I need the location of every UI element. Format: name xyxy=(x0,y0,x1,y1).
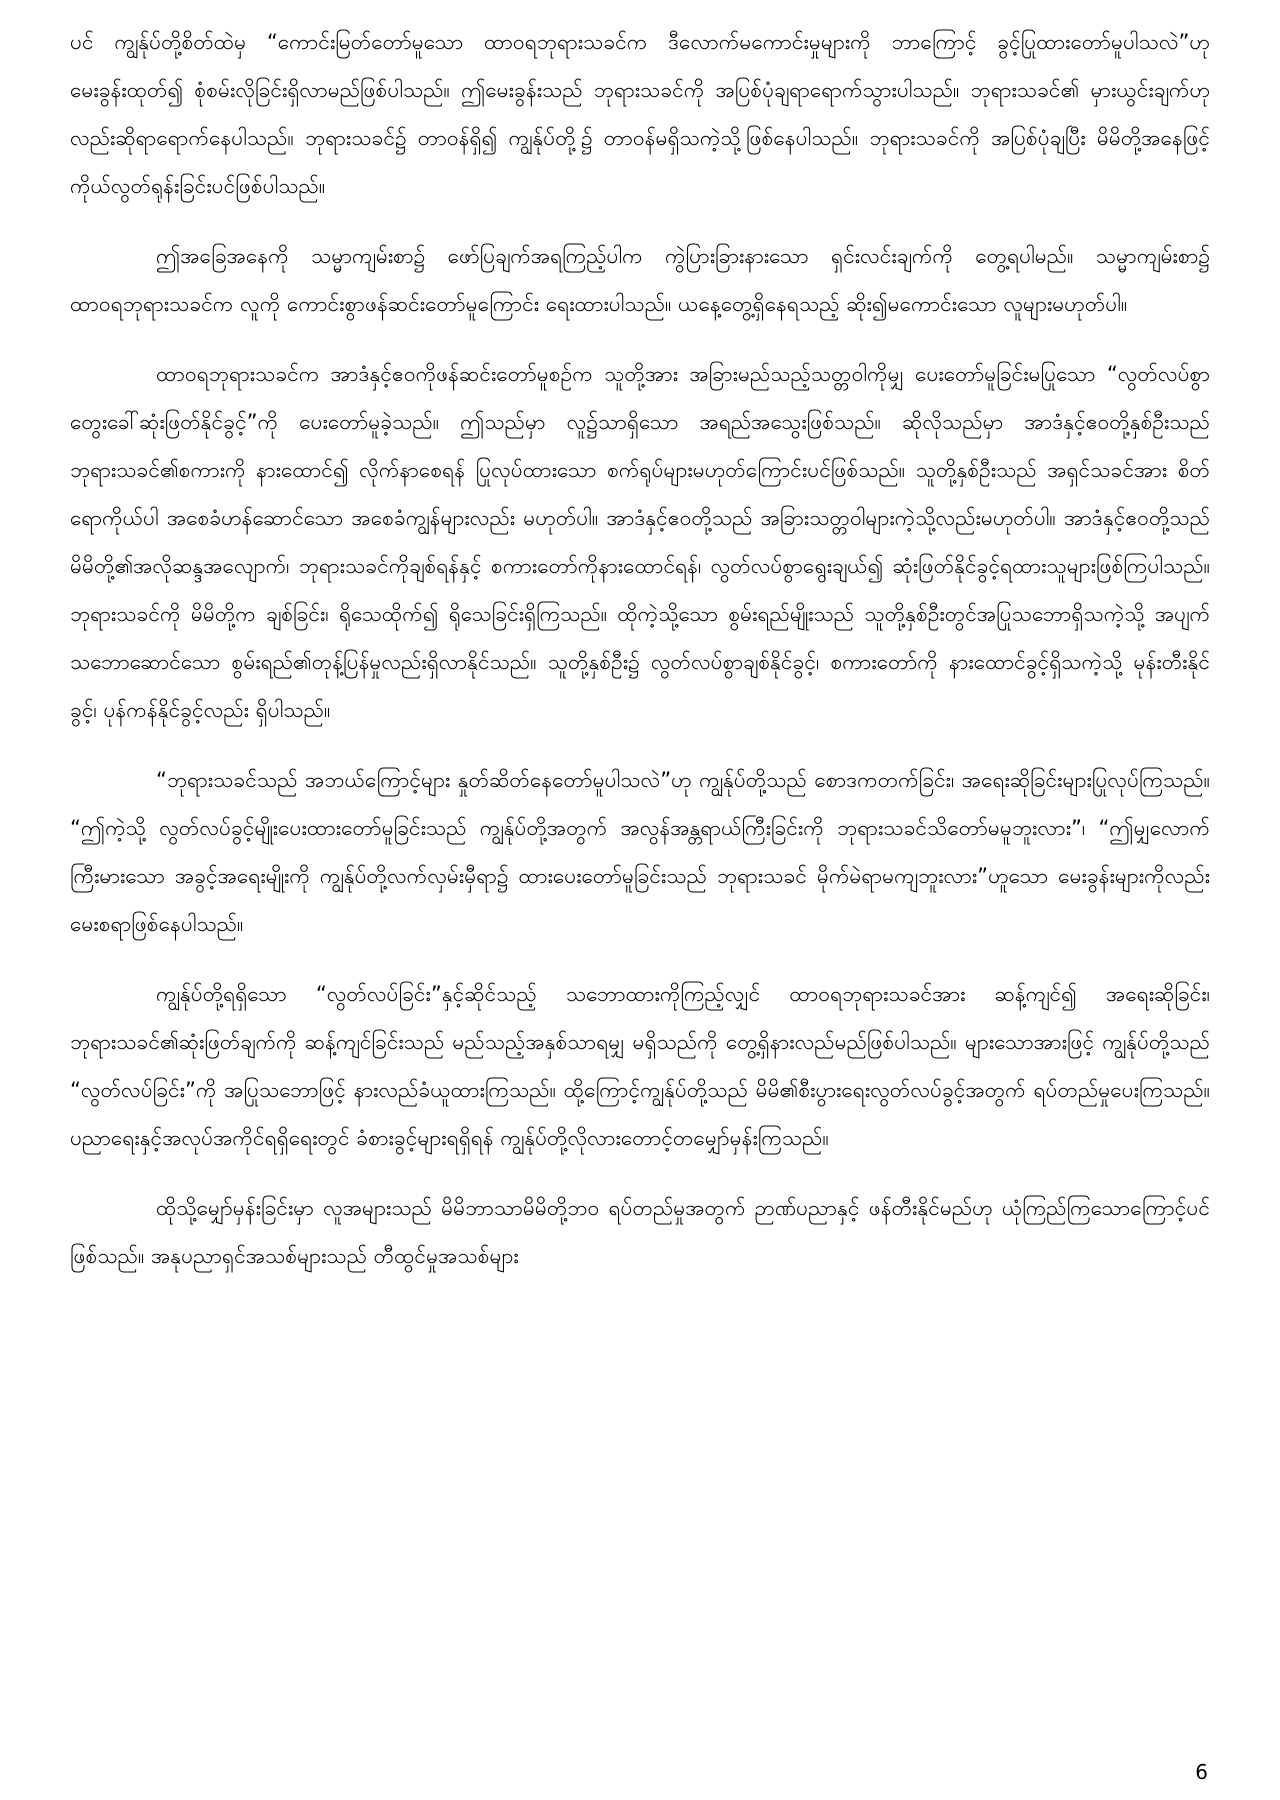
document-body xyxy=(70,18,1210,1302)
paragraph-3: ထာဝရဘုရားသခင်က အာဒံနှင့်ဧဝကိုဖန်ဆင်းတော်မူစဉ်က သူတို့အား အခြားမည်သည့်သတ္တဝါကိုမျှ ပေးတော်မူခြင်းမပြုသော “လွတ်လပ်စွာ တွေးခေါ်ဆုံးဖြတ်နိုင်ခွင့်”ကို ပေးတော်မူခဲ့သည်။ ဤသည်မှာ လူ၌သာရှိသော အရည်အသွေးဖြစ်သည်။ ဆိုလိုသည်မှာ အာဒံနှင့်ဧဝတို့နှစ်ဦးသည် ဘုရားသခင်၏စကားကို နားထောင်၍ လိုက်နာစေရန် ပြုလုပ်ထားသော စက်ရုပ်များမဟုတ်ကြောင်းပင်ဖြစ်သည်။ သူတို့နှစ်ဦးသည် အရှင်သခင်အား စိတ်ရောကိုယ်ပါ အစေခံဟန်ဆောင်သော အစေခံကျွန်များလည်း မဟုတ်ပါ။ အာဒံနှင့်ဧဝတို့သည် အခြားသတ္တဝါများကဲ့သို့လည်းမဟုတ်ပါ။ အာဒံနှင့်ဧဝတို့သည် မိမိတို့၏အလိုဆန္ဒအလျောက်၊ ဘုရားသခင်ကိုချစ်ရန်နှင့် စကားတော်ကိုနားထောင်ရန်၊ လွတ်လပ်စွာရွေးချယ်၍ ဆုံးဖြတ်နိုင်ခွင့်ရထားသူများဖြစ်ကြပါသည်။ ဘုရားသခင်ကို မိမိတို့က ချစ်ခြင်း၊ ရိုသေထိုက်၍ ရိုသေခြင်းရှိကြသည်။ ထိုကဲ့သို့သော စွမ်းရည်မျိုးသည် သူတို့နှစ်ဦးတွင်အပြုသဘောရှိသကဲ့သို့ အပျက်သဘောဆောင်သော စွမ်းရည်၏တုန့်ပြန်မှုလည်းရှိလာနိုင်သည်။ သူတို့နှစ်ဦး၌ လွတ်လပ်စွာချစ်နိုင်ခွင့်၊ စကားတော်ကို နားထောင်ခွင့်ရှိသကဲ့သို့ မုန်းတီးနိုင်ခွင့်၊ ပုန်ကန်နိုင်ခွင့်လည်း ရှိပါသည်။ xyxy=(70,362,1210,722)
paragraph-5: ကျွန်ုပ်တို့ရရှိသော “လွတ်လပ်ခြင်း”နှင့်ဆိုင်သည့် သဘောထားကိုကြည့်လျှင် ထာဝရဘုရားသခင်အား ဆန့်ကျင်၍ အရေးဆိုခြင်း၊ ဘုရားသခင်၏ဆုံးဖြတ်ချက်ကို ဆန့်ကျင်ခြင်းသည် မည်သည့်အနှစ်သာရမျှ မရှိသည်ကို တွေ့ရှိနားလည်မည်ဖြစ်ပါသည်။ များသောအားဖြင့် ကျွန်ုပ်တို့သည် “လွတ်လပ်ခြင်း”ကို အပြုသဘောဖြင့် နားလည်ခံယူထားကြသည်။ ထို့ကြောင့်ကျွန်ုပ်တို့သည် မိမိ၏စီးပွားရေးလွတ်လပ်ခွင့်အတွက် ရပ်တည်မှုပေးကြသည်။ ပညာရေးနှင့်အလုပ်အကိုင်ရရှိရေးတွင် ခံစားခွင့်များရရှိရန် ကျွန်ုပ်တို့လိုလားတောင့်တမျှော်မှန်းကြသည်။ xyxy=(70,982,1210,1150)
paragraph-4: “ဘုရားသခင်သည် အဘယ်ကြောင့်များ နှုတ်ဆိတ်နေတော်မူပါသလဲ”ဟု ကျွန်ုပ်တို့သည် စောဒကတက်ခြင်း၊ အရေးဆိုခြင်းများပြုလုပ်ကြသည်။ “ဤကဲ့သို့ လွတ်လပ်ခွင့်မျိုးပေးထားတော်မူခြင်းသည် ကျွန်ုပ်တို့အတွက် အလွန်အန္တရာယ်ကြီးခြင်းကို ဘုရားသခင်သိတော်မမူဘူးလား”၊ “ဤမျှလောက် ကြီးမားသော အခွင့်အရေးမျိုးကို ကျွန်ုပ်တို့လက်လှမ်းမှီရာ၌ ထားပေးတော်မူခြင်းသည် ဘုရားသခင် မိုက်မဲရာမကျဘူးလား”ဟူသော မေးခွန်းများကိုလည်း မေးစရာဖြစ်နေပါသည်။ xyxy=(70,768,1210,936)
paragraph-6: ထိုသို့မျှော်မှန်းခြင်းမှာ လူအများသည် မိမိဘာသာမိမိတို့ဘဝ ရပ်တည်မှုအတွက် ဉာဏ်ပညာနှင့် ဖန်တီးနိုင်မည်ဟု ယုံကြည်ကြသောကြောင့်ပင်ဖြစ်သည်။ အနုပညာရှင်အသစ်များသည် တီထွင်မှုအသစ်များ xyxy=(70,1196,1210,1268)
paragraph-2: ဤအခြေအနေကို သမ္မာကျမ်းစာ၌ ဖော်ပြချက်အရကြည့်ပါက ကွဲပြားခြားနားသော ရှင်းလင်းချက်ကို တွေ့ရပါမည်။ သမ္မာကျမ်းစာ၌ ထာဝရဘုရားသခင်က လူကို ကောင်းစွာဖန်ဆင်းတော်မူကြောင်း ရေးထားပါသည်။ ယနေ့တွေ့ရှိနေရသည့် ဆိုး၍မကောင်းသော လူများမဟုတ်ပါ။ xyxy=(70,244,1210,316)
paragraph-1: ပင် ကျွန်ုပ်တို့စိတ်ထဲမှ “ကောင်းမြတ်တော်မူသော ထာဝရဘုရားသခင်က ဒီလောက်မကောင်းမှုများကို ဘာကြောင့် ခွင့်ပြုထားတော်မူပါသလဲ”ဟု မေးခွန်းထုတ်၍ စုံစမ်းလိုခြင်းရှိလာမည်ဖြစ်ပါသည်။ ဤမေးခွန်းသည် ဘုရားသခင်ကို အပြစ်ပုံချရာရောက်သွားပါသည်။ ဘုရားသခင်၏ မှားယွင်းချက်ဟုလည်းဆိုရာရောက်နေပါသည်။ ဘုရားသခင်၌ တာဝန်ရှိ၍ ကျွန်ုပ်တို့၌ တာဝန်မရှိသကဲ့သို့ဖြစ်နေပါသည်။ ဘုရားသခင်ကို အပြစ်ပုံချပြီး မိမိတို့အနေဖြင့် ကိုယ်လွတ်ရုန်းခြင်းပင်ဖြစ်ပါသည်။ xyxy=(70,30,1210,198)
page-number: 6 xyxy=(1195,1760,1208,1784)
